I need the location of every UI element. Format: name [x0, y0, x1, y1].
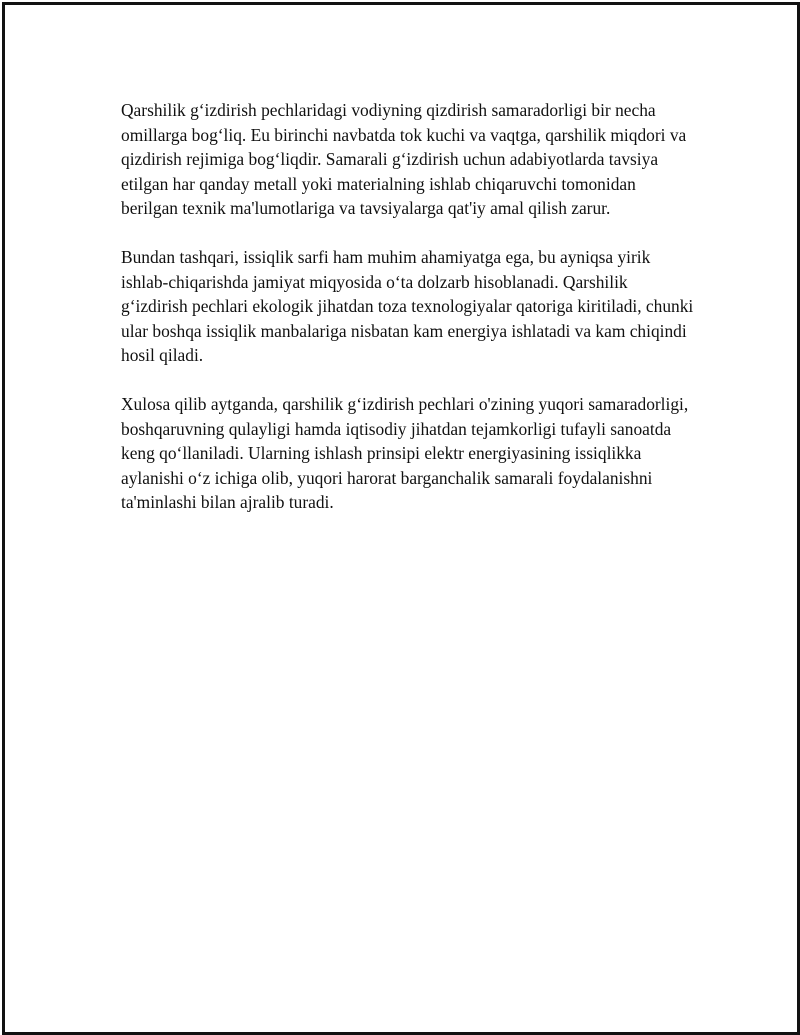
- paragraph-1: Qarshilik g‘izdirish pechlaridagi vodiyning qizdirish samaradorligi bir necha omillarga bog‘liq. Eu birinchi navbatda tok kuchi va vaqtga, qarshilik miqdori va qizdirish rejimiga bog‘liqdir. Samarali g‘izdirish uchun adabiyotlarda tavsiya etilgan har qanday metall yoki materialning ishlab chiqaruvchi tomonidan berilgan texnik ma'lumotlariga va tavsiyalarga qat'iy amal qilish zarur.: [121, 100, 687, 218]
- page-border-frame: [2, 2, 800, 1035]
- document-body: [121, 98, 696, 539]
- paragraph-3: Xulosa qilib aytganda, qarshilik g‘izdirish pechlari o'zining yuqori samaradorligi, boshqaruvning qulayligi hamda iqtisodiy jihatdan tejamkorligi tufayli sanoatda keng qo‘llaniladi. Ularning ishlash prinsipi elektr energiyasining issiqlikka aylanishi o‘z ichiga olib, yuqori harorat barganchalik samarali foydalanishni ta'minlashi bilan ajralib turadi.: [121, 394, 689, 512]
- paragraph-2: Bundan tashqari, issiqlik sarfi ham muhim ahamiyatga ega, bu ayniqsa yirik ishlab-chiqarishda jamiyat miqyosida o‘ta dolzarb hisoblanadi. Qarshilik g‘izdirish pechlari ekologik jihatdan toza texnologiyalar qatoriga kiritiladi, chunki ular boshqa issiqlik manbalariga nisbatan kam energiya ishlatadi va kam chiqindi hosil qiladi.: [121, 247, 694, 365]
